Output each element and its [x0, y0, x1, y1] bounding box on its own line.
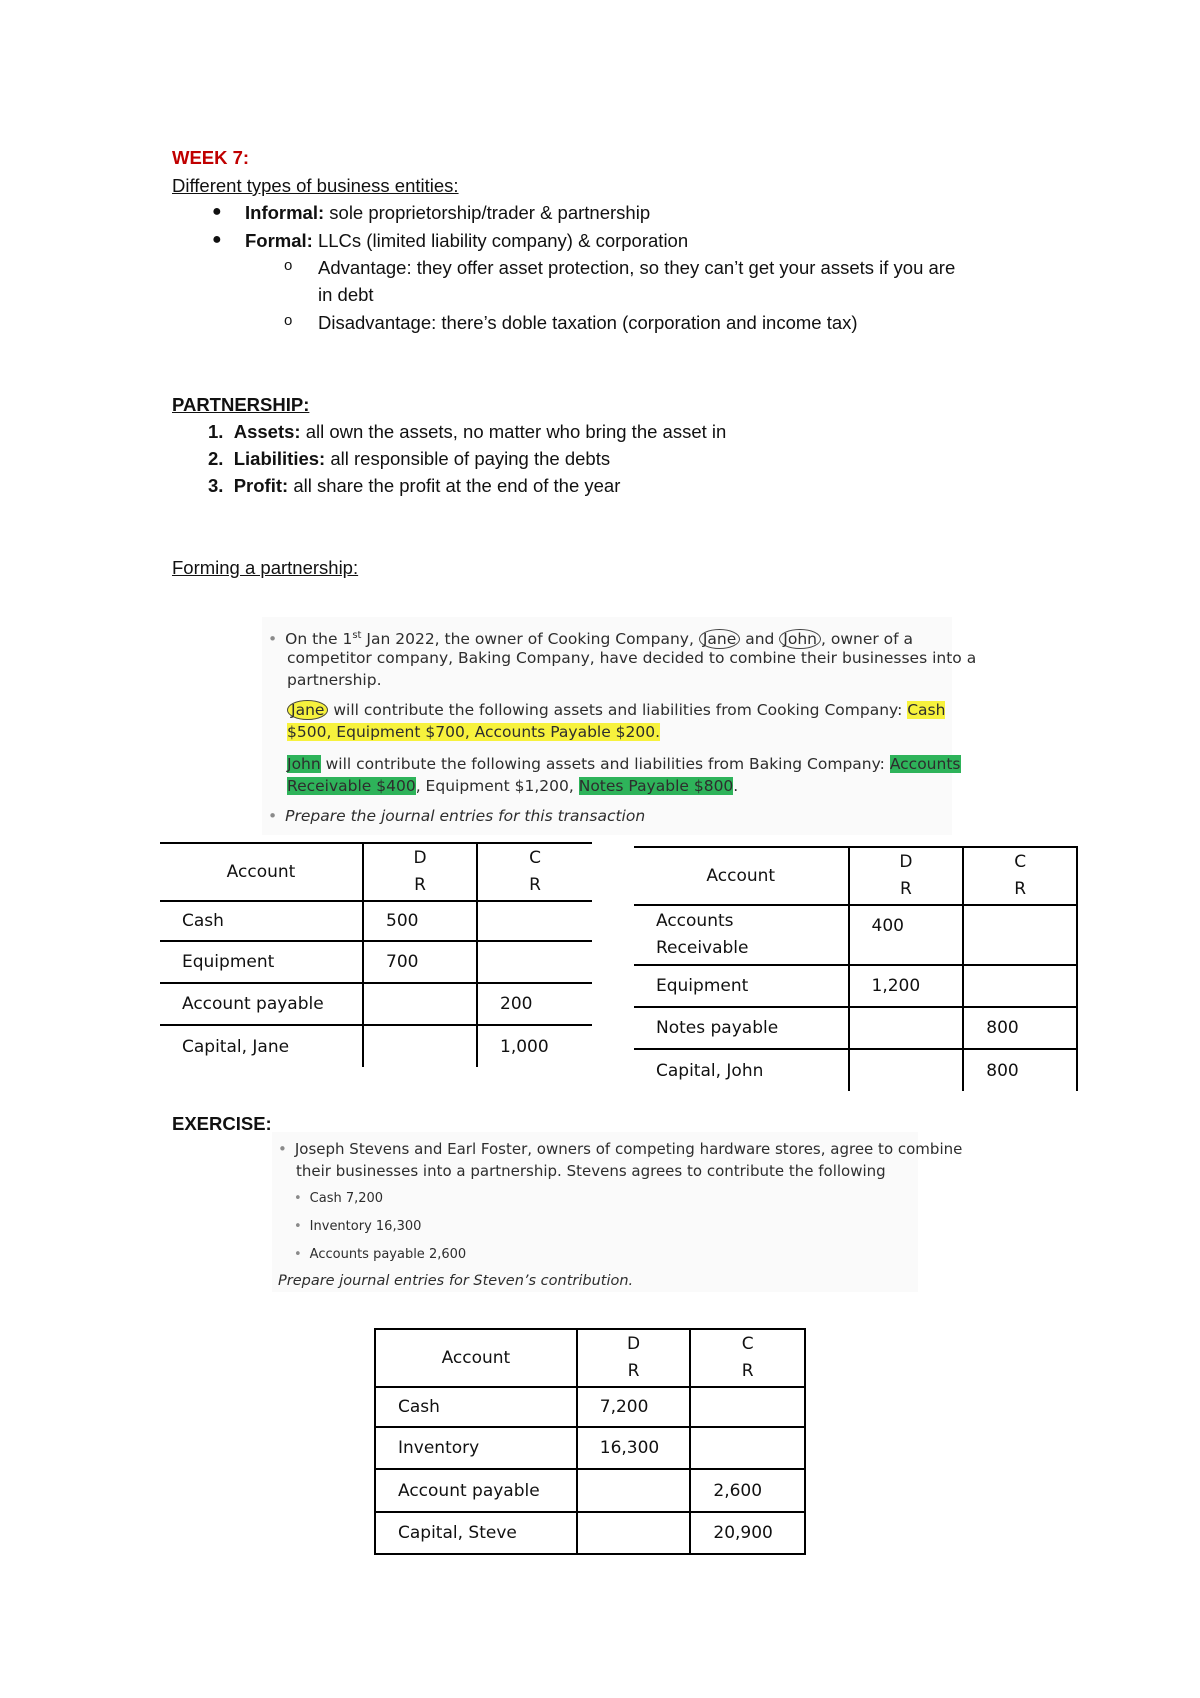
cell-debit: 1,200	[849, 965, 964, 1007]
exercise-item: Cash 7,200	[309, 1191, 384, 1206]
circled-jane: Jane	[699, 629, 740, 649]
item-number: 3.	[208, 475, 224, 496]
item-number: 2.	[208, 448, 224, 469]
table-row	[634, 905, 1077, 965]
table-row	[160, 901, 592, 941]
informal-text: sole proprietorship/trader & partnership	[324, 202, 651, 223]
cell-account: Equipment	[634, 965, 849, 1007]
cell-account: Cash	[375, 1387, 577, 1427]
cell-account: Account payable	[160, 983, 363, 1025]
partnership-item-3	[208, 472, 620, 499]
table-row	[160, 941, 592, 983]
cell-account: Account payable	[375, 1469, 577, 1512]
cell-credit: 2,600	[690, 1469, 805, 1512]
partnership-item-2	[208, 445, 610, 472]
header-account: Account	[634, 847, 849, 905]
excerpt-para-1-line2: competitor company, Baking Company, have decided to combine their businesses into a	[287, 649, 977, 667]
excerpt-para-2-line2: $500, Equipment $700, Accounts Payable $200.	[287, 723, 661, 741]
cell-credit: 20,900	[690, 1512, 805, 1554]
header-debit: D R	[849, 847, 964, 905]
cell-credit	[963, 965, 1077, 1007]
item-number: 1.	[208, 421, 224, 442]
cell-credit	[477, 901, 592, 941]
cell-credit	[477, 941, 592, 983]
item-label: Assets:	[233, 421, 301, 442]
cell-debit: 16,300	[577, 1427, 691, 1469]
cell-debit: 7,200	[577, 1387, 691, 1427]
bullet-dot: ●	[212, 203, 222, 220]
entities-heading: Different types of business entities:	[172, 175, 459, 196]
table-row	[160, 983, 592, 1025]
journal-table-jane	[160, 842, 592, 1067]
table-row	[375, 1512, 805, 1554]
exercise-line1: Joseph Stevens and Earl Foster, owners of competing hardware stores, agree to combine	[294, 1140, 963, 1158]
cell-account: Capital, Steve	[398, 1523, 517, 1543]
table-row	[160, 1025, 592, 1067]
excerpt-para-3: John will contribute the following assets and liabilities from Baking Company: Accounts	[287, 755, 961, 773]
partnership-item-1	[208, 418, 726, 445]
cell-account: Equipment	[160, 941, 363, 983]
item-text: all responsible of paying the debts	[325, 448, 611, 469]
cell-credit: 800	[963, 1049, 1077, 1091]
cell-account: Inventory	[375, 1427, 577, 1469]
cell-credit: 200	[477, 983, 592, 1025]
cell-credit	[963, 905, 1077, 965]
cell-credit: 800	[963, 1007, 1077, 1049]
header-credit: C R	[690, 1329, 805, 1387]
cell-debit	[577, 1469, 691, 1512]
exercise-item: Inventory 16,300	[309, 1219, 422, 1234]
cell-credit	[690, 1427, 805, 1469]
table-row	[634, 965, 1077, 1007]
table-row	[375, 1469, 805, 1512]
cell-account: Notes payable	[634, 1007, 849, 1049]
table-row	[634, 1007, 1077, 1049]
sub-bullet: o	[284, 257, 293, 274]
informal-line	[245, 199, 650, 226]
cell-account: Capital, Jane	[182, 1036, 290, 1057]
cell-debit	[577, 1512, 691, 1554]
exercise-prompt: Prepare journal entries for Steven’s contribution.	[278, 1273, 634, 1289]
item-text: all own the assets, no matter who bring the asset in	[300, 421, 727, 442]
formal-text: LLCs (limited liability company) & corporation	[312, 230, 689, 251]
cell-debit: 500	[363, 901, 477, 941]
cell-debit	[849, 1049, 964, 1091]
cell-account: Capital, John	[656, 1060, 764, 1081]
sub-bullet: o	[284, 312, 293, 329]
cell-credit	[690, 1387, 805, 1427]
table-row	[375, 1427, 805, 1469]
formal-label: Formal:	[245, 230, 313, 251]
disadvantage-line: Disadvantage: there’s doble taxation (corporation and income tax)	[318, 312, 858, 333]
excerpt-para-1: • On the 1st Jan 2022, the owner of Cooking Company, Jane and John , owner of a	[268, 630, 914, 649]
header-account: Account	[160, 843, 363, 901]
forming-heading: Forming a partnership:	[172, 557, 359, 578]
exercise-item: Accounts payable 2,600	[309, 1247, 467, 1262]
header-credit: C R	[963, 847, 1077, 905]
cell-debit: 400	[849, 905, 964, 965]
excerpt-prompt: • Prepare the journal entries for this transaction	[268, 807, 646, 825]
forming-excerpt-image	[262, 617, 977, 835]
cell-account: Accounts Receivable	[634, 905, 849, 965]
table-row	[634, 1049, 1077, 1091]
circled-john: John	[779, 629, 821, 649]
bullet-dot: ●	[212, 231, 222, 248]
advantage-line2: in debt	[318, 284, 374, 305]
exercise-heading: EXERCISE:	[172, 1113, 272, 1134]
header-debit: D R	[577, 1329, 691, 1387]
header-debit: D R	[363, 843, 477, 901]
header-credit: C R	[477, 843, 592, 901]
cell-credit: 1,000	[477, 1025, 592, 1067]
item-label: Liabilities:	[233, 448, 326, 469]
excerpt-para-3-line2: Receivable $400, Equipment $1,200, Notes Payable $800.	[287, 777, 739, 795]
cell-account: Cash	[160, 901, 363, 941]
exercise-line2: their businesses into a partnership. Stevens agrees to contribute the following	[296, 1162, 886, 1180]
cell-debit: 700	[363, 941, 477, 983]
item-label: Profit:	[233, 475, 289, 496]
informal-label: Informal:	[245, 202, 325, 223]
formal-line	[245, 227, 688, 254]
excerpt-para-2: Jane will contribute the following assets and liabilities from Cooking Company: Cash	[287, 699, 945, 721]
cell-debit	[849, 1007, 964, 1049]
journal-table-john	[634, 846, 1078, 1091]
cell-debit	[363, 983, 477, 1025]
week-title: WEEK 7:	[172, 147, 250, 168]
partnership-heading: PARTNERSHIP:	[172, 394, 310, 415]
item-text: all share the profit at the end of the year	[288, 475, 621, 496]
advantage-line1: Advantage: they offer asset protection, so they can’t get your assets if you are	[318, 257, 956, 278]
header-account: Account	[375, 1329, 577, 1387]
cell-debit	[363, 1025, 477, 1067]
excerpt-para-1-line3: partnership.	[287, 671, 382, 689]
journal-table-steve	[374, 1328, 806, 1555]
exercise-excerpt-image: • Joseph Stevens and Earl Foster, owners of competing hardware stores, agree to combine their businesses into a partnership. Stevens agrees to contribute the following • Cash 7,200 • Inventory 16,300 • Accounts payable 2,600 Prepare journal entries for Steven’s contribution.	[272, 1132, 918, 1292]
table-row	[375, 1387, 805, 1427]
